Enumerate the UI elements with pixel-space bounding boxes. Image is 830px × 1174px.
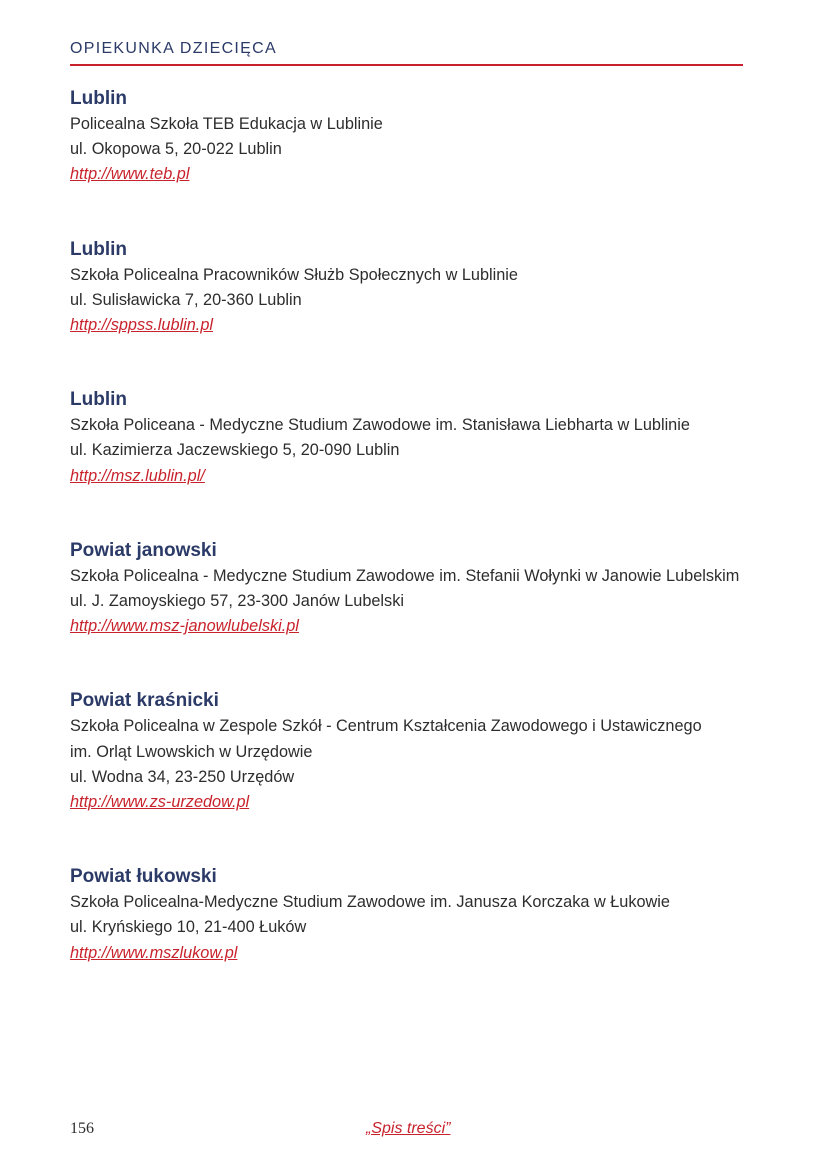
region-heading: Lublin — [70, 389, 127, 411]
school-address: ul. J. Zamoyskiego 57, 23-300 Janów Lubelski — [70, 592, 404, 611]
school-website-link[interactable]: http://www.zs-urzedow.pl — [70, 793, 250, 812]
school-list — [70, 86, 760, 1015]
school-website-link[interactable]: http://www.teb.pl — [70, 165, 190, 184]
table-of-contents-link[interactable]: „Spis treści” — [366, 1120, 451, 1137]
school-name: Szkoła Policealna-Medyczne Studium Zawodowe im. Janusza Korczaka w Łukowie — [70, 893, 670, 912]
school-address: ul. Wodna 34, 23-250 Urzędów — [70, 767, 295, 786]
school-name: Szkoła Policeana - Medyczne Studium Zawodowe im. Stanisława Liebharta w Lublinie — [70, 416, 690, 435]
school-address: ul. Okopowa 5, 20-022 Lublin — [70, 140, 282, 159]
school-entry — [70, 86, 760, 188]
school-website-link[interactable]: http://www.msz-janowlubelski.pl — [70, 617, 299, 636]
region-heading: Lublin — [70, 88, 127, 109]
school-address: ul. Kazimierza Jaczewskiego 5, 20-090 Lublin — [70, 441, 400, 460]
school-name-continued: im. Orląt Lwowskich w Urzędowie — [70, 742, 313, 761]
school-address: ul. Sulisławicka 7, 20-360 Lublin — [70, 290, 302, 309]
header-divider — [70, 64, 743, 66]
school-name: Policealna Szkoła TEB Edukacja w Lublinie — [70, 115, 383, 133]
school-entry — [70, 864, 760, 966]
header-title: OPIEKUNKA DZIECIĘCA — [70, 40, 277, 57]
page-number: 156 — [70, 1120, 94, 1137]
school-address: ul. Kryńskiego 10, 21-400 Łuków — [70, 918, 307, 937]
region-heading: Powiat kraśnicki — [70, 690, 219, 712]
school-entry — [70, 387, 760, 489]
region-heading: Lublin — [70, 238, 127, 260]
school-website-link[interactable]: http://msz.lublin.pl/ — [70, 466, 205, 485]
school-entry — [70, 538, 760, 640]
school-name: Szkoła Policealna Pracowników Służb Społecznych w Lublinie — [70, 265, 518, 284]
school-website-link[interactable]: http://www.mszlukow.pl — [70, 943, 238, 962]
school-name: Szkoła Policealna - Medyczne Studium Zawodowe im. Stefanii Wołynki w Janowie Lubelskim — [70, 566, 740, 585]
region-heading: Powiat łukowski — [70, 866, 217, 888]
school-entry — [70, 688, 760, 815]
school-name: Szkoła Policealna w Zespole Szkół - Centrum Kształcenia Zawodowego i Ustawicznego — [70, 717, 702, 736]
page-header — [70, 38, 743, 66]
school-entry — [70, 237, 760, 339]
school-website-link[interactable]: http://sppss.lublin.pl — [70, 316, 213, 335]
region-heading: Powiat janowski — [70, 539, 217, 561]
